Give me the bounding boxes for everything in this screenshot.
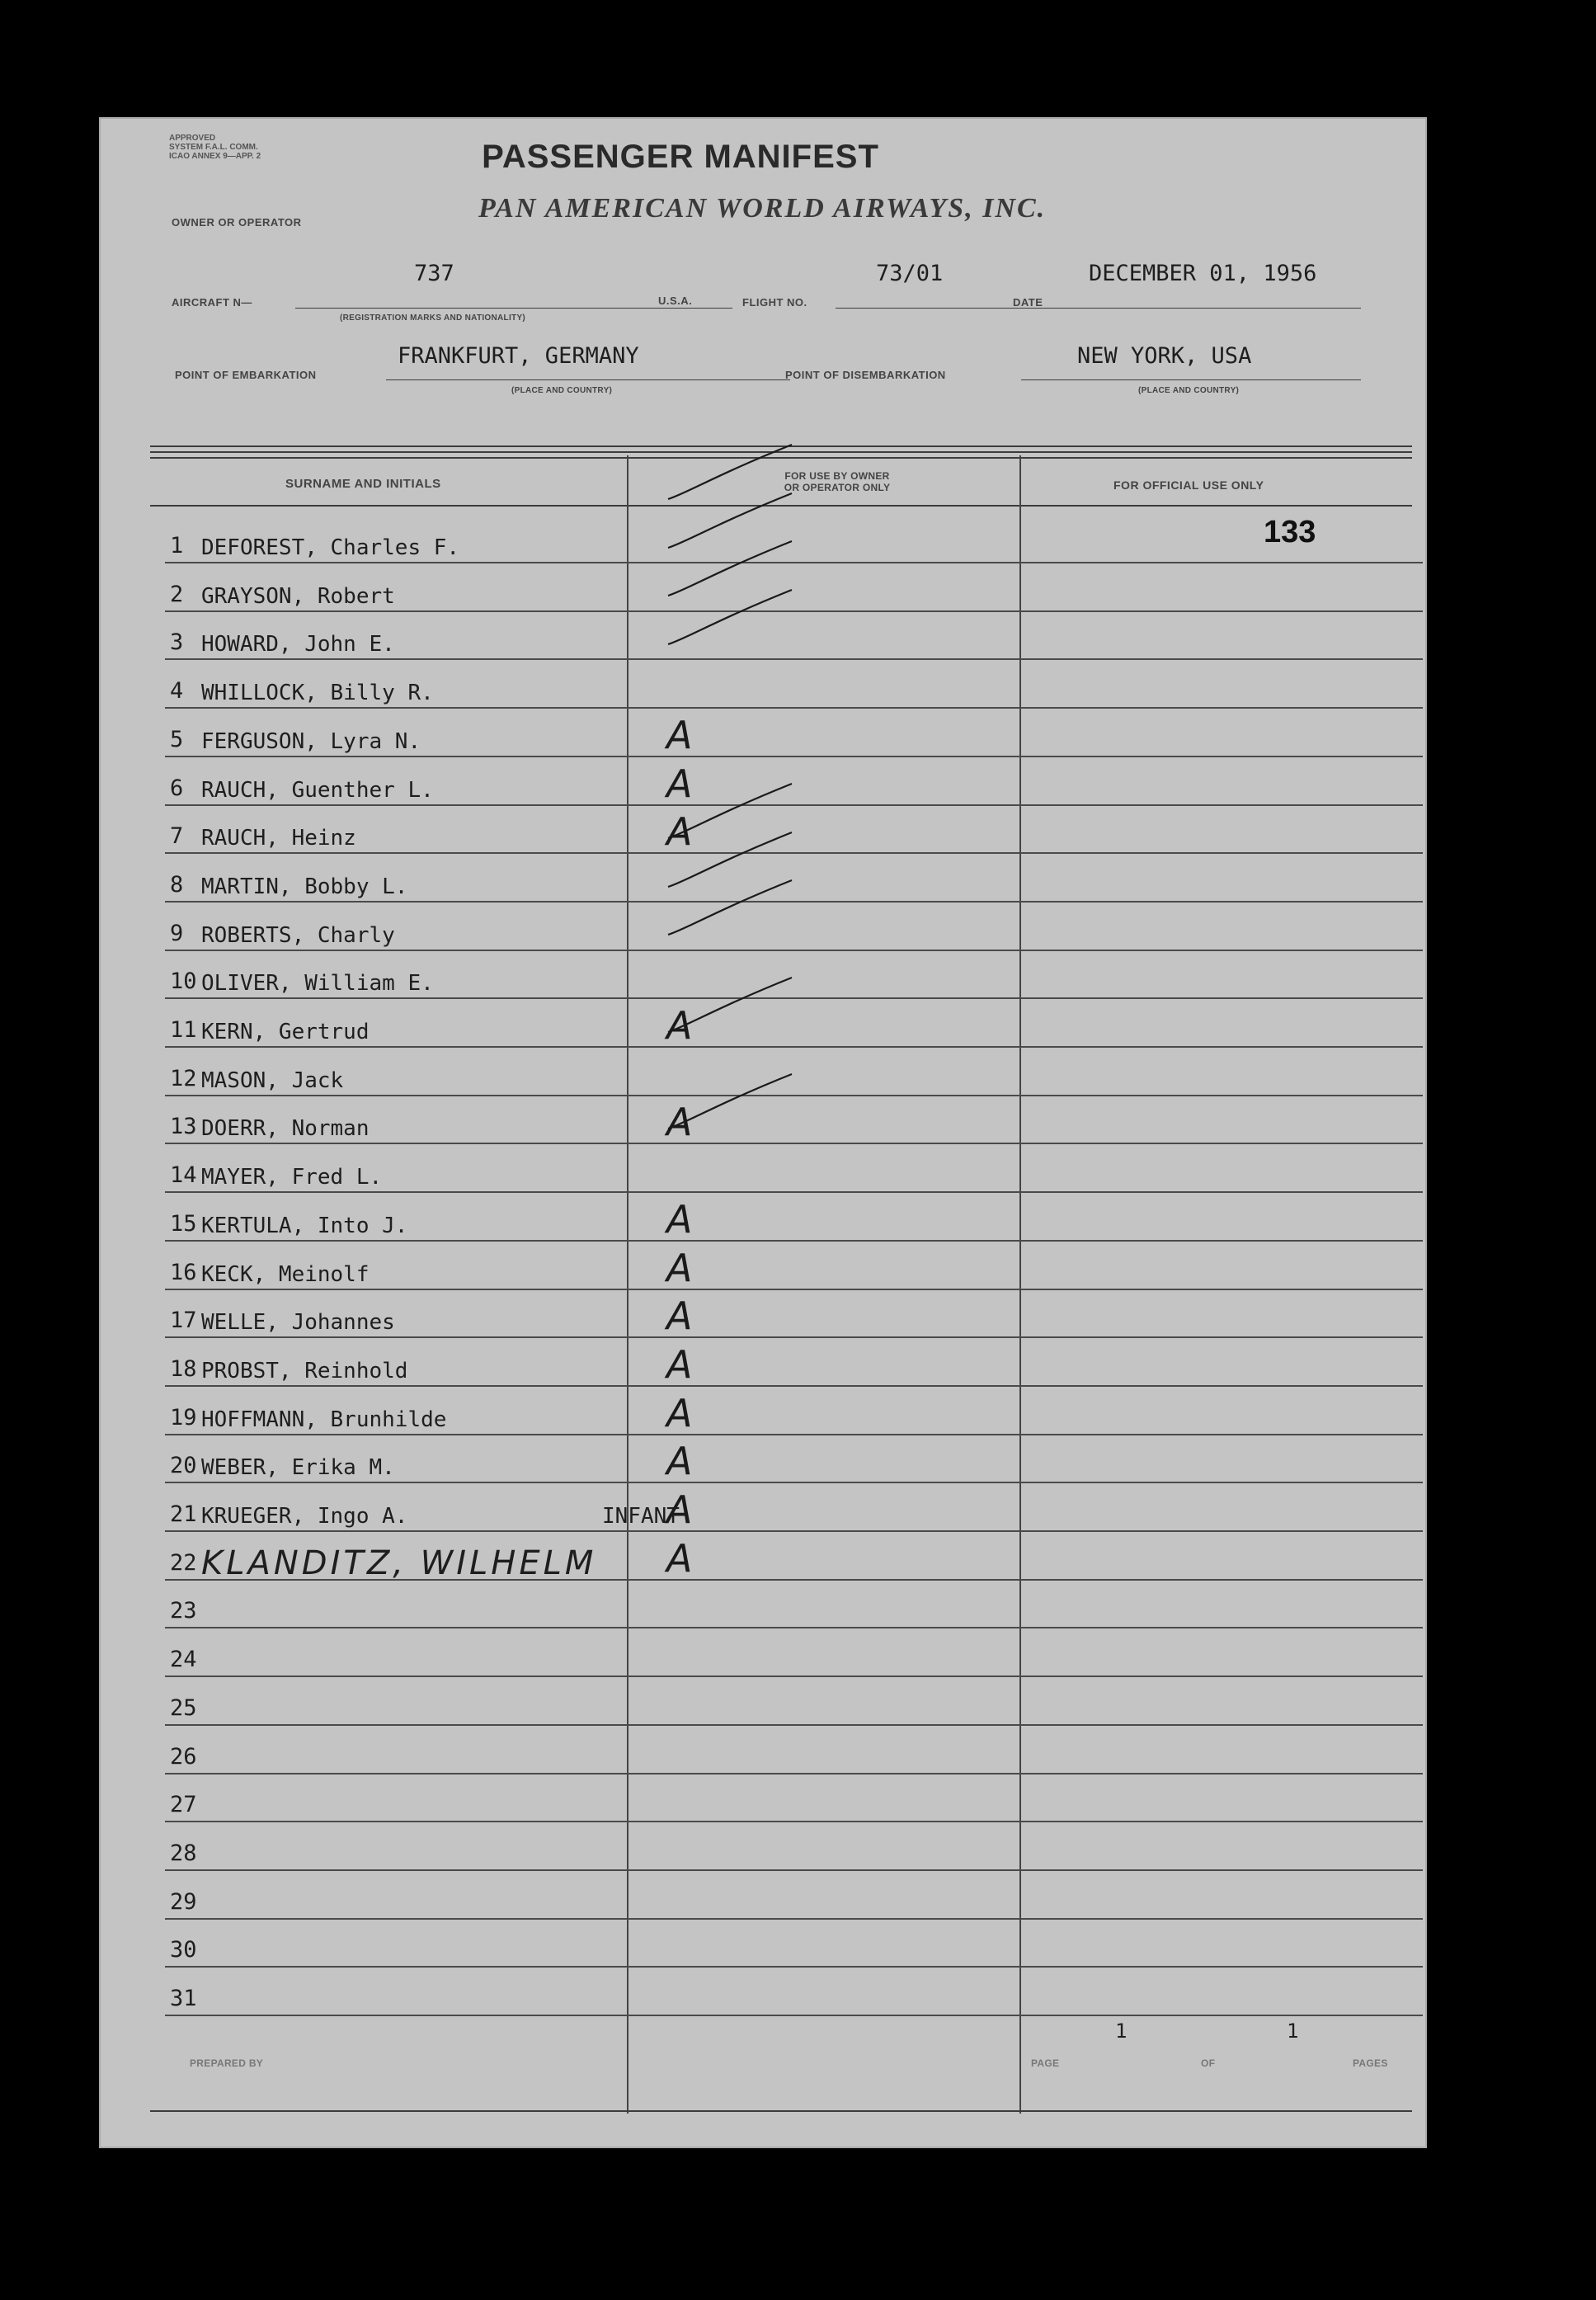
handwritten-a-mark: A [666, 1439, 693, 1484]
page-title: PASSENGER MANIFEST [482, 139, 879, 175]
table-row [165, 707, 1423, 757]
handwritten-a-mark: A [666, 1487, 693, 1532]
row-number: 27 [170, 1792, 197, 1818]
table-top-rule-2 [150, 451, 1412, 453]
passenger-name: RAUCH, Guenther L. [201, 777, 434, 803]
date-label: DATE [1013, 296, 1043, 309]
passenger-note: INFANT [602, 1504, 680, 1529]
page-label: PAGE [1031, 2057, 1060, 2069]
table-row [165, 1530, 1423, 1581]
table-row [165, 1046, 1423, 1096]
row-number: 16 [170, 1259, 197, 1285]
of-label: OF [1201, 2057, 1216, 2069]
row-number: 8 [170, 871, 184, 898]
table-top-rule [150, 445, 1412, 447]
table-row [165, 949, 1423, 999]
table-top-rule-3 [150, 457, 1412, 459]
row-number: 17 [170, 1308, 197, 1334]
disembark-label: POINT OF DISEMBARKATION [785, 369, 946, 381]
table-row [165, 658, 1423, 709]
row-number: 7 [170, 823, 184, 850]
flight-value: 73/01 [876, 261, 944, 286]
table-row [165, 1627, 1423, 1677]
table-row [165, 1676, 1423, 1726]
owner-name: PAN AMERICAN WORLD AIRWAYS, INC. [478, 193, 1047, 224]
table-row [165, 1869, 1423, 1920]
pages-label: PAGES [1353, 2057, 1388, 2069]
row-number: 1 [170, 533, 184, 559]
passenger-name: MASON, Jack [201, 1068, 344, 1093]
handwritten-a-mark: A [666, 809, 693, 855]
table-row [165, 1724, 1423, 1774]
table-row [165, 1336, 1423, 1387]
col-official-header: FOR OFFICIAL USE ONLY [1113, 478, 1264, 492]
passenger-name: WELLE, Johannes [201, 1310, 395, 1336]
usa-label: U.S.A. [658, 295, 693, 307]
table-row [165, 1191, 1423, 1242]
date-value: DECEMBER 01, 1956 [1089, 261, 1317, 286]
passenger-name: WHILLOCK, Billy R. [201, 681, 434, 706]
aircraft-label: AIRCRAFT N— [172, 296, 252, 309]
handwritten-a-mark: A [666, 712, 693, 757]
row-number: 14 [170, 1162, 197, 1189]
row-number: 10 [170, 969, 197, 995]
passenger-name: KRUEGER, Ingo A. [201, 1504, 408, 1529]
passenger-name: KECK, Meinolf [201, 1261, 370, 1287]
row-number: 30 [170, 1937, 197, 1963]
passenger-name: MAYER, Fred L. [201, 1165, 383, 1190]
row-number: 21 [170, 1501, 197, 1527]
disembark-caption: (PLACE AND COUNTRY) [1138, 386, 1240, 395]
row-number: 12 [170, 1065, 197, 1091]
passenger-name: DEFOREST, Charles F. [201, 535, 460, 560]
row-number: 20 [170, 1453, 197, 1479]
date-underline [1056, 308, 1361, 309]
embark-underline [386, 379, 790, 380]
official-number: 133 [1264, 515, 1316, 549]
table-row [165, 1772, 1423, 1822]
owner-label: OWNER OR OPERATOR [172, 216, 302, 229]
passenger-name: MARTIN, Bobby L. [201, 874, 408, 899]
col-surname-header: SURNAME AND INITIALS [285, 477, 441, 491]
footer-rule [150, 2110, 1412, 2112]
table-row [165, 1385, 1423, 1435]
passenger-name: DOERR, Norman [201, 1116, 370, 1142]
table-row [165, 1240, 1423, 1290]
disembark-value: NEW YORK, USA [1077, 343, 1252, 369]
passenger-name: FERGUSON, Lyra N. [201, 728, 421, 754]
passenger-name: PROBST, Reinhold [201, 1358, 408, 1383]
row-number: 4 [170, 678, 184, 705]
aircraft-value: 737 [414, 261, 454, 286]
row-number: 26 [170, 1743, 197, 1770]
row-number: 2 [170, 581, 184, 607]
passenger-name: HOFFMANN, Brunhilde [201, 1407, 447, 1432]
registration-caption: (REGISTRATION MARKS AND NATIONALITY) [340, 313, 526, 323]
approval-stamp: APPROVED SYSTEM F.A.L. COMM. ICAO ANNEX 9—APP. 2 [169, 134, 261, 161]
embark-label: POINT OF EMBARKATION [175, 369, 317, 381]
embark-value: FRANKFURT, GERMANY [398, 343, 639, 369]
row-number: 25 [170, 1694, 197, 1721]
prepared-label: PREPARED BY [190, 2057, 264, 2069]
handwritten-a-mark: A [666, 1535, 693, 1581]
row-number: 11 [170, 1017, 197, 1043]
row-number: 9 [170, 920, 184, 946]
table-row [165, 1917, 1423, 1968]
row-number: 15 [170, 1210, 197, 1237]
table-row [165, 1821, 1423, 1871]
handwritten-a-mark: A [666, 1390, 693, 1435]
row-number: 18 [170, 1355, 197, 1382]
manifest-sheet [99, 117, 1427, 2148]
table-row [165, 1578, 1423, 1628]
passenger-name: HOWARD, John E. [201, 632, 395, 657]
handwritten-a-mark: A [666, 1294, 693, 1339]
aircraft-underline [295, 308, 732, 309]
passenger-name: OLIVER, William E. [201, 971, 434, 997]
of-value: 1 [1287, 2020, 1299, 2043]
passenger-name: RAUCH, Heinz [201, 826, 356, 851]
passenger-name: KLANDITZ, WILHELM [201, 1544, 597, 1582]
handwritten-a-mark: A [666, 1245, 693, 1290]
table-row [165, 1288, 1423, 1338]
row-number: 6 [170, 775, 184, 801]
embark-caption: (PLACE AND COUNTRY) [511, 386, 613, 395]
table-row [165, 1433, 1423, 1483]
row-number: 28 [170, 1840, 197, 1866]
row-number: 13 [170, 1114, 197, 1140]
row-number: 29 [170, 1888, 197, 1915]
handwritten-a-mark: A [666, 761, 693, 806]
col-owner-header: FOR USE BY OWNER OR OPERATOR ONLY [784, 470, 891, 493]
handwritten-a-mark: A [666, 1341, 693, 1387]
handwritten-a-mark: A [666, 1100, 693, 1145]
passenger-name: KERTULA, Into J. [201, 1213, 408, 1238]
row-number: 3 [170, 629, 184, 656]
handwritten-a-mark: A [666, 1003, 693, 1048]
disembark-underline [1021, 379, 1361, 380]
passenger-name: GRAYSON, Robert [201, 583, 395, 609]
handwritten-a-mark: A [666, 1196, 693, 1242]
row-number: 24 [170, 1647, 197, 1673]
passenger-name: KERN, Gertrud [201, 1020, 370, 1044]
row-number: 19 [170, 1404, 197, 1430]
row-number: 31 [170, 1986, 197, 2011]
passenger-name: ROBERTS, Charly [201, 922, 395, 948]
row-number: 22 [170, 1549, 197, 1576]
row-number: 23 [170, 1598, 197, 1624]
table-row [165, 1966, 1423, 2016]
table-row [165, 1143, 1423, 1193]
table-row [165, 1482, 1423, 1532]
passenger-name: WEBER, Erika M. [201, 1455, 395, 1481]
table-row [165, 756, 1423, 806]
page-value: 1 [1115, 2020, 1128, 2043]
flight-label: FLIGHT NO. [742, 296, 807, 309]
row-number: 5 [170, 726, 184, 752]
